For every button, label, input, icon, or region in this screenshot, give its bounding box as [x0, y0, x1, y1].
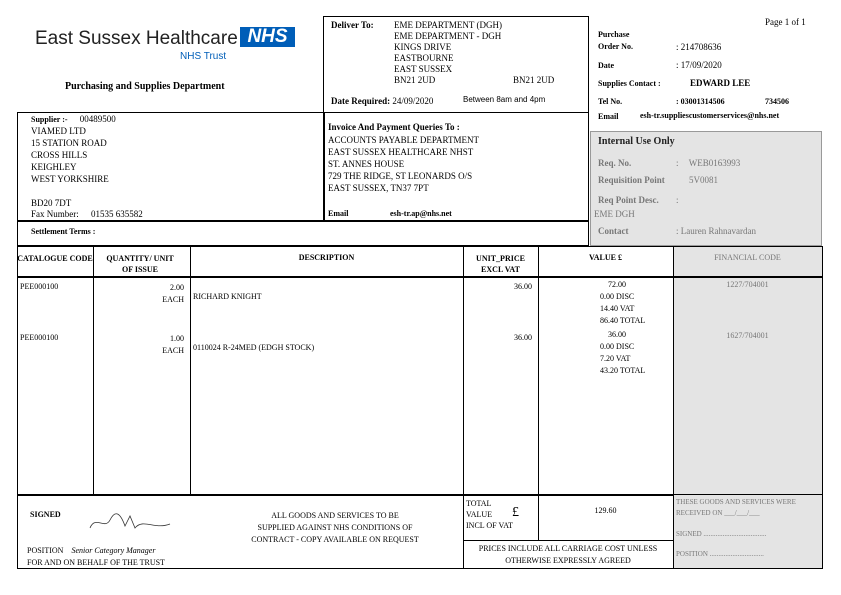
- req-desc-label: Req Point Desc.: [598, 195, 659, 205]
- supplier-postcode: BD20 7DT: [31, 198, 72, 208]
- trust-name: NHS Trust: [180, 51, 227, 62]
- date-label: Date: [598, 61, 614, 70]
- tel-ext: 734506: [765, 97, 789, 106]
- position: Senior Category Manager: [71, 546, 156, 555]
- req-point: 5V0081: [689, 175, 718, 185]
- order-date: : 17/09/2020: [676, 60, 722, 70]
- fax: 01535 635582: [91, 209, 143, 219]
- po-label: Purchase: [598, 30, 630, 39]
- supplier-address: VIAMED LTD 15 STATION ROAD CROSS HILLS KEIGHLEY WEST YORKSHIRE: [31, 126, 109, 184]
- tel-label: Tel No.: [598, 97, 623, 106]
- tel: : 03001314506: [676, 97, 725, 106]
- currency: £: [512, 505, 519, 520]
- fax-label: Fax Number:: [31, 209, 79, 219]
- department: Purchasing and Supplies Department: [65, 81, 225, 92]
- settlement-terms: Settlement Terms :: [31, 227, 96, 236]
- signed-label: SIGNED: [30, 510, 61, 519]
- contract-terms: ALL GOODS AND SERVICES TO BE SUPPLIED AGAINST NHS CONDITIONS OF CONTRACT - COPY AVAILABLE ON REQUEST: [251, 511, 419, 544]
- deliver-postcode: BN21 2UD: [513, 75, 555, 85]
- received-position: POSITION ...............................: [676, 550, 764, 558]
- nhs-logo: NHS: [240, 27, 295, 47]
- position-label: POSITION: [27, 546, 64, 555]
- purchase-order: East Sussex Healthcare NHS NHS Trust Purchasing and Supplies Department Page 1 of 1 Deliver To: EME DEPARTMENT (DGH) EME DEPARTMENT - DGH KINGS DRIVE EASTBOURNE EAST SUSSEX BN21 2UD BN21 2UD Date Required: 24/09/2020 Between 8am and 4pm Purchase Order No. : 214708636 Date : 17/09/2020 Supplies Contact : EDWARD LEE Tel No. : 03001314506 734506 Email esh-tr.suppliescustomerservices@nhs.net Supplier :- 00489500 VIAMED LTD 15 STATION ROAD CROSS HILLS KEIGHLEY WEST YORKSHIRE BD20 7DT Fax Number: 01535 635582 Invoice And Payment Queries To : ACCOUNTS PAYABLE DEPARTMENT EAST SUSSEX HEALTHCARE NHST ST. ANNES HOUSE 729 THE RIDGE, ST LEONARDS O/S EAST SUSSEX, TN37 7PT Email esh-tr.ap@nhs.net Settlement Terms : Internal Use Only Req. No. : WEB0163993 Requisition Point 5V0081 Req Point Desc. : EME DGH Contact : Lauren Rahnavardan CATALOGUE CODE QUANTITY/ UNIT OF ISSUE DESCRIPTION UNIT_PRICE EXCL VAT VALUE £ FINANCIAL CODE PEE000100 2.00 EACH RICHARD KNIGHT 36.00 72.00 0.00 DISC 14.40 VAT 86.40 TOTAL 1227/704001 PEE000100 1.00 EACH 0110024 R-24MED (EDGH STOCK) 36.00 36.00 0.00 DISC 7.20 VAT 43.20 TOTAL 1627/704001 SIGNED POSITION Senior Category Manager FOR AND ON BEHALF OF THE TRUST ALL GOODS AND SERVICES TO BE SUPPLIED AGAINST NHS CONDITIONS OF CONTRACT - COPY AVAILABLE ON REQUEST TOTAL VALUE INCL OF VAT £ 129.60 PRICES INCLUDE ALL CARRIAGE COST UNLESS OTHERWISE EXPRESSLY AGREED THESE GOODS AND SERVICES WERE RECEIVED ON ___/___/___ SIGNED .................................... POSITION ...............................: [0, 0, 841, 595]
- row-desc: RICHARD KNIGHT: [193, 292, 262, 301]
- internal-title: Internal Use Only: [598, 136, 675, 147]
- row-fin: 1227/704001: [726, 280, 769, 289]
- email[interactable]: esh-tr.suppliescustomerservices@nhs.net: [640, 111, 780, 120]
- invoice-address: ACCOUNTS PAYABLE DEPARTMENT EAST SUSSEX HEALTHCARE NHST ST. ANNES HOUSE 729 THE RIDGE, ST LEONARDS O/S EAST SUSSEX, TN37 7PT: [328, 135, 479, 193]
- date-required: 24/09/2020: [392, 96, 434, 106]
- col-description: DESCRIPTION: [298, 253, 355, 262]
- req-label: Req. No.: [598, 158, 632, 168]
- contact-label2: Contact: [598, 226, 629, 236]
- total-label: TOTAL VALUE INCL OF VAT: [466, 499, 513, 530]
- date-required-label: Date Required:: [331, 96, 391, 106]
- org-name: East Sussex Healthcare: [35, 28, 238, 49]
- col-value: VALUE £: [589, 253, 622, 262]
- row-price: 36.00: [514, 282, 532, 291]
- req-desc: EME DGH: [594, 209, 635, 219]
- received-signed: SIGNED ....................................: [676, 530, 767, 538]
- internal-contact: : Lauren Rahnavardan: [676, 226, 756, 236]
- col-unit-price: UNIT_PRICE EXCL VAT: [476, 254, 525, 274]
- invoice-email[interactable]: esh-tr.ap@nhs.net: [390, 209, 452, 218]
- email-label: Email: [598, 112, 619, 121]
- behalf: FOR AND ON BEHALF OF THE TRUST: [27, 558, 165, 567]
- delivery-window: Between 8am and 4pm: [463, 95, 546, 104]
- supplier-code: 00489500: [79, 114, 116, 124]
- supplier-label: Supplier :-: [31, 115, 68, 124]
- col-catalogue: CATALOGUE CODE: [17, 254, 93, 263]
- req-number: WEB0163993: [688, 158, 741, 168]
- row-desc: 0110024 R-24MED (EDGH STOCK): [193, 343, 315, 352]
- invoice-email-label: Email: [328, 209, 349, 218]
- deliver-label: Deliver To:: [331, 20, 374, 30]
- received-text: THESE GOODS AND SERVICES WERE RECEIVED ON ___/___/___: [676, 498, 796, 517]
- deliver-address: EME DEPARTMENT (DGH) EME DEPARTMENT - DGH KINGS DRIVE EASTBOURNE EAST SUSSEX BN21 2UD: [394, 20, 502, 85]
- row-price: 36.00: [514, 333, 532, 342]
- row-code: PEE000100: [20, 282, 59, 291]
- page-number: Page 1 of 1: [765, 17, 806, 27]
- po-number: : 214708636: [676, 42, 722, 52]
- invoice-label: Invoice And Payment Queries To :: [328, 122, 460, 132]
- signature: [85, 510, 175, 534]
- po-label2: Order No.: [598, 42, 633, 51]
- carriage-note: PRICES INCLUDE ALL CARRIAGE COST UNLESS OTHERWISE EXPRESSLY AGREED: [478, 544, 658, 565]
- col-financial: FINANCIAL CODE: [714, 253, 781, 262]
- supplies-contact: EDWARD LEE: [690, 78, 751, 88]
- row-fin: 1627/704001: [726, 331, 769, 340]
- grand-total: 129.60: [594, 506, 617, 515]
- col-quantity: QUANTITY/ UNIT OF ISSUE: [106, 254, 174, 274]
- req-point-label: Requisition Point: [598, 175, 665, 185]
- row-code: PEE000100: [20, 333, 59, 342]
- contact-label: Supplies Contact :: [598, 79, 661, 88]
